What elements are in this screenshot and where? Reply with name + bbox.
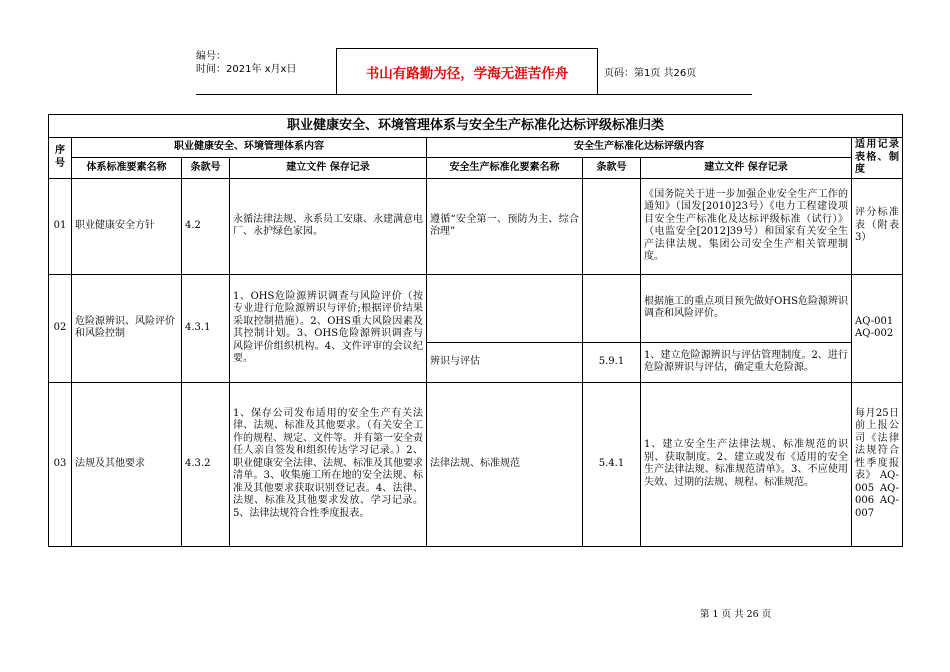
row-applicable: AQ-001 AQ-002 bbox=[852, 274, 903, 382]
table-title: 职业健康安全、环境管理体系与安全生产标准化达标评级标准归类 bbox=[49, 115, 903, 138]
table-row bbox=[49, 178, 903, 274]
time-label: 时间：2021年 x月x日 bbox=[196, 64, 297, 75]
row-ohs-docs: 永循法律法规、永系员工安康、永建满意电厂、永护绿色家园。 bbox=[230, 178, 427, 274]
row-ohs-docs: 1、保存公司发布适用的安全生产有关法律、法规、标准及其他要求。（有关安全工作的规程、规定、文件等。并有第一安全责任人亲自签发和组织传达学习记录。）2、职业健康安全法律、法规、标准及其他要求清单。3、收集施工所在地的安全法规、标准及其他要求获取识别登记表。4、法律、法规、标准及其他要求发放、学习记录。5、法律法规符合性季度报表。 bbox=[230, 382, 427, 546]
row-std-docs: 1、建立安全生产法律法规、标准规范的识别、获取制度。2、建立或发布《适用的安全生产法律法规、标准规范清单》。3、不应使用失效、过期的法规、规程、标准规范。 bbox=[641, 382, 852, 546]
header-meta bbox=[196, 48, 336, 94]
row-applicable: 评分标准表（附表3） bbox=[852, 178, 903, 274]
page-footer: 第 1 页 共 26 页 bbox=[700, 609, 772, 620]
header-ohs-clause: 条款号 bbox=[182, 158, 230, 178]
row-ohs-docs: 1、OHS危险源辨识调查与风险评价（按专业进行危险源辨识与评价;根据评价结果采取控制措施）。2、OHS重大风险因素及其控制计划。3、OHS危险源辨识调查与风险评价组织机构。4、文件评审的会议纪要。 bbox=[230, 274, 427, 382]
header-std-clause: 条款号 bbox=[583, 158, 641, 178]
standards-table bbox=[48, 114, 903, 547]
row-ohs-clause: 4.3.2 bbox=[182, 382, 230, 546]
table-row bbox=[49, 382, 903, 546]
row-std-element: 法律法规、标准规范 bbox=[427, 382, 583, 546]
row-std-clause: 5.9.1 bbox=[583, 342, 641, 382]
document-header bbox=[196, 48, 752, 95]
row-std-element: 遵循“安全第一、预防为主、综合治理” bbox=[427, 178, 583, 274]
row-std-clause bbox=[583, 274, 641, 342]
header-applicable: 适用记录表格、制度 bbox=[852, 138, 903, 179]
header-std-element: 安全生产标准化要素名称 bbox=[427, 158, 583, 178]
table-row bbox=[49, 274, 903, 342]
row-applicable: 每月25日前上报公司《法律法规符合性季度报表》 AQ-005 AQ-006 AQ-007 bbox=[852, 382, 903, 546]
header-group-ohs: 职业健康安全、环境管理体系内容 bbox=[72, 138, 427, 158]
row-seq: 02 bbox=[49, 274, 72, 382]
row-ohs-element: 危险源辨识、风险评价和风险控制 bbox=[72, 274, 182, 382]
row-std-clause bbox=[583, 178, 641, 274]
header-seq: 序号 bbox=[49, 138, 72, 179]
row-seq: 03 bbox=[49, 382, 72, 546]
row-std-element: 辨识与评估 bbox=[427, 342, 583, 382]
number-label: 编号： bbox=[196, 51, 226, 62]
header-std-docs: 建立文件 保存记录 bbox=[641, 158, 852, 178]
row-std-docs: 根据施工的重点项目预先做好OHS危险源辨识调查和风险评价。 bbox=[641, 274, 852, 342]
header-ohs-docs: 建立文件 保存记录 bbox=[230, 158, 427, 178]
row-std-docs: 1、建立危险源辨识与评估管理制度。2、进行危险源辨识与评估，确定重大危险源。 bbox=[641, 342, 852, 382]
row-ohs-element: 法规及其他要求 bbox=[72, 382, 182, 546]
row-std-docs: 《国务院关于进一步加强企业安全生产工作的通知》（国发[2010]23号）《电力工程建设项目安全生产标准化及达标评级标准（试行）》（电监安全[2012]39号）和国家有关安全生产法律法规、集团公司安全生产相关管理制度。 bbox=[641, 178, 852, 274]
page-label: 页码：第1页 共26页 bbox=[604, 67, 697, 79]
row-ohs-element: 职业健康安全方针 bbox=[72, 178, 182, 274]
header-ohs-element: 体系标准要素名称 bbox=[72, 158, 182, 178]
row-std-clause: 5.4.1 bbox=[583, 382, 641, 546]
row-ohs-clause: 4.3.1 bbox=[182, 274, 230, 382]
row-ohs-clause: 4.2 bbox=[182, 178, 230, 274]
row-seq: 01 bbox=[49, 178, 72, 274]
header-group-std: 安全生产标准化达标评级内容 bbox=[427, 138, 852, 158]
slogan: 书山有路勤为径，学海无涯苦作舟 bbox=[336, 48, 598, 94]
row-std-element bbox=[427, 274, 583, 342]
